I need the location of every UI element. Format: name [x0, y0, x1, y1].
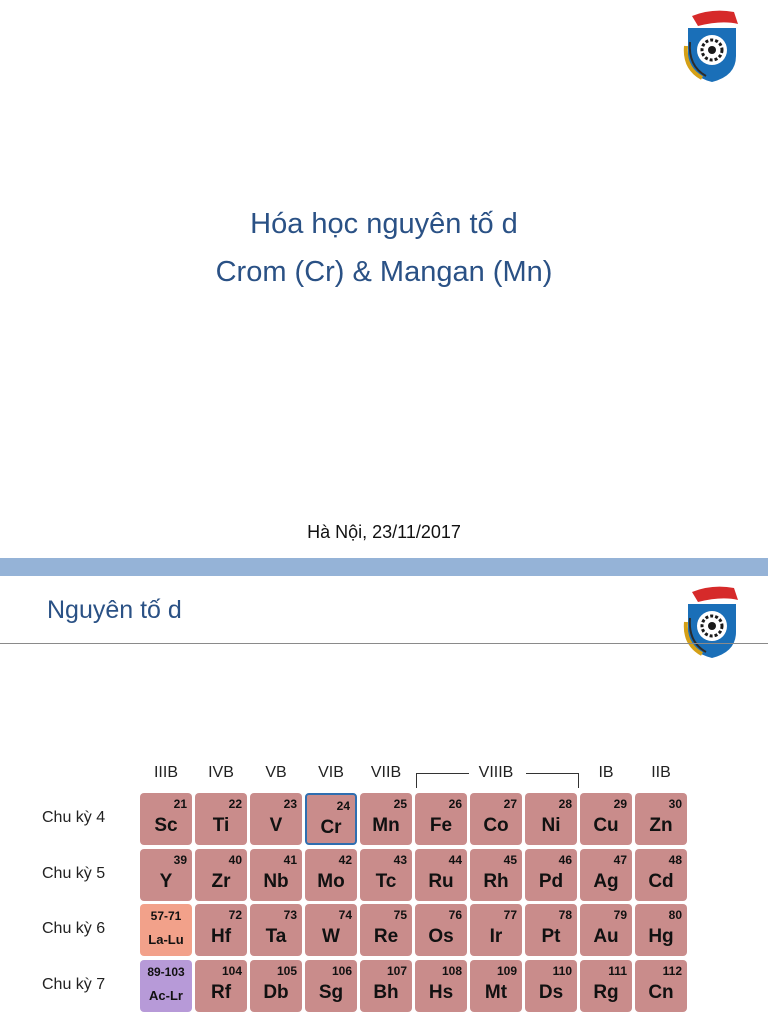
atomic-number: 24: [336, 799, 350, 813]
element-cell-hg: [635, 904, 687, 956]
element-cell-ac-lr: [140, 960, 192, 1012]
element-symbol: Os: [428, 926, 454, 947]
element-symbol: Ru: [428, 871, 454, 892]
element-cell-mo: [305, 849, 357, 901]
element-cell-cr: [305, 793, 357, 845]
title-block: [0, 200, 768, 296]
element-symbol: Ti: [212, 815, 230, 836]
element-cell-w: [305, 904, 357, 956]
element-cell-ds: [525, 960, 577, 1012]
element-symbol: Ag: [593, 871, 619, 892]
element-cell-sc: [140, 793, 192, 845]
element-cell-rg: [580, 960, 632, 1012]
element-cell-au: [580, 904, 632, 956]
period-label: Chu kỳ 5: [42, 865, 106, 882]
atomic-number: 22: [228, 797, 242, 811]
slide-heading: Nguyên tố d: [47, 596, 182, 624]
element-symbol: Hf: [210, 926, 232, 947]
atomic-number: 42: [338, 853, 352, 867]
element-symbol: Re: [373, 926, 399, 947]
element-cell-tc: [360, 849, 412, 901]
element-symbol: Hg: [648, 926, 674, 947]
element-symbol: Cr: [320, 817, 342, 838]
atomic-number: 106: [331, 964, 352, 978]
atomic-number: 28: [558, 797, 572, 811]
period-label: Chu kỳ 7: [42, 976, 106, 993]
element-cell-mn: [360, 793, 412, 845]
element-cell-fe: [415, 793, 467, 845]
atomic-number: 21: [173, 797, 187, 811]
atomic-number: 45: [503, 853, 517, 867]
element-cell-pt: [525, 904, 577, 956]
viiib-bracket-right: [526, 773, 579, 788]
element-cell-ir: [470, 904, 522, 956]
group-header-vb: VB: [265, 764, 287, 781]
element-symbol: Mo: [317, 871, 345, 892]
element-symbol: Rg: [593, 982, 619, 1003]
element-symbol: Nb: [263, 871, 289, 892]
atomic-number: 25: [393, 797, 407, 811]
element-cell-pd: [525, 849, 577, 901]
element-symbol: Ta: [265, 926, 287, 947]
element-cell-re: [360, 904, 412, 956]
atomic-number: 78: [558, 908, 572, 922]
element-symbol: Au: [593, 926, 619, 947]
element-cell-ni: [525, 793, 577, 845]
element-cell-ta: [250, 904, 302, 956]
element-symbol: W: [322, 926, 340, 947]
atomic-number: 74: [338, 908, 352, 922]
element-cell-hf: [195, 904, 247, 956]
element-symbol: Cd: [648, 871, 674, 892]
element-cell-rf: [195, 960, 247, 1012]
atomic-number: 39: [173, 853, 187, 867]
date-text: Hà Nội, 23/11/2017: [307, 522, 461, 542]
element-symbol: Fe: [429, 815, 453, 836]
atomic-number: 43: [393, 853, 407, 867]
element-symbol: Ni: [541, 815, 561, 836]
element-cell-co: [470, 793, 522, 845]
element-cell-os: [415, 904, 467, 956]
element-symbol: Hs: [428, 982, 454, 1003]
element-symbol: Bh: [373, 982, 399, 1003]
atomic-number: 30: [668, 797, 682, 811]
element-symbol: Y: [159, 871, 173, 892]
element-symbol: Ds: [538, 982, 564, 1003]
group-header-vib: VIB: [318, 764, 344, 781]
atomic-number: 23: [283, 797, 297, 811]
group-header-iib: IIB: [651, 764, 671, 781]
element-symbol: Sc: [154, 815, 178, 836]
group-header-ib: IB: [598, 764, 614, 781]
element-cell-ag: [580, 849, 632, 901]
element-cell-zn: [635, 793, 687, 845]
element-cell-db: [250, 960, 302, 1012]
element-cell-cn: [635, 960, 687, 1012]
atomic-number: 48: [668, 853, 682, 867]
element-symbol: Ir: [489, 926, 503, 947]
atomic-number: 47: [613, 853, 627, 867]
atomic-number: 110: [552, 964, 572, 978]
element-cell-bh: [360, 960, 412, 1012]
group-header-ivb: IVB: [208, 764, 234, 781]
atomic-number: 26: [448, 797, 462, 811]
atomic-number: 109: [496, 964, 517, 978]
university-logo-icon: [682, 582, 742, 660]
atomic-number: 104: [221, 964, 242, 978]
title-line-2: Crom (Cr) & Mangan (Mn): [215, 256, 553, 288]
atomic-number: 44: [448, 853, 462, 867]
element-cell-rh: [470, 849, 522, 901]
element-symbol: Rf: [210, 982, 232, 1003]
element-cell-ti: [195, 793, 247, 845]
title-line-1: Hóa học nguyên tố d: [250, 208, 518, 240]
group-header-viib: VIIB: [370, 764, 402, 781]
element-symbol: Zn: [649, 815, 673, 836]
element-cell-nb: [250, 849, 302, 901]
atomic-number: 111: [608, 964, 627, 978]
atomic-number: 108: [441, 964, 462, 978]
content-slide: [0, 576, 768, 1024]
element-cell-zr: [195, 849, 247, 901]
element-symbol: La-Lu: [148, 932, 184, 947]
atomic-number-range: 57-71: [150, 909, 182, 923]
university-logo-icon: [682, 6, 742, 84]
atomic-number: 76: [448, 908, 462, 922]
element-cell-v: [250, 793, 302, 845]
group-header-iiib: IIIB: [153, 764, 178, 781]
element-symbol: Pd: [538, 871, 564, 892]
element-symbol: V: [269, 815, 283, 836]
element-cell-hs: [415, 960, 467, 1012]
atomic-number: 75: [393, 908, 407, 922]
element-cell-cu: [580, 793, 632, 845]
element-symbol: Db: [263, 982, 289, 1003]
element-symbol: Tc: [375, 871, 397, 892]
element-symbol: Mt: [484, 982, 508, 1003]
element-symbol: Ac-Lr: [149, 988, 183, 1003]
atomic-number: 27: [503, 797, 517, 811]
slide-separator: [0, 558, 768, 576]
atomic-number: 77: [503, 908, 517, 922]
atomic-number: 46: [558, 853, 572, 867]
period-label: Chu kỳ 6: [42, 920, 106, 937]
atomic-number: 40: [228, 853, 242, 867]
element-cell-y: [140, 849, 192, 901]
element-cell-la-lu: [140, 904, 192, 956]
atomic-number: 107: [386, 964, 407, 978]
viiib-bracket-left: [416, 773, 469, 788]
element-cell-ru: [415, 849, 467, 901]
group-header-viiib: VIIIB: [478, 764, 514, 781]
atomic-number-range: 89-103: [147, 965, 185, 979]
element-symbol: Cn: [648, 982, 674, 1003]
atomic-number: 79: [613, 908, 627, 922]
atomic-number: 73: [283, 908, 297, 922]
heading-divider: [0, 643, 768, 644]
atomic-number: 29: [613, 797, 627, 811]
atomic-number: 41: [283, 853, 297, 867]
element-symbol: Pt: [541, 926, 561, 947]
element-symbol: Rh: [483, 871, 509, 892]
element-cell-cd: [635, 849, 687, 901]
element-symbol: Co: [483, 815, 509, 836]
element-cell-mt: [470, 960, 522, 1012]
atomic-number: 80: [668, 908, 682, 922]
element-symbol: Mn: [372, 815, 400, 836]
element-symbol: Zr: [211, 871, 231, 892]
atomic-number: 105: [276, 964, 297, 978]
element-symbol: Cu: [593, 815, 619, 836]
element-cell-sg: [305, 960, 357, 1012]
atomic-number: 112: [662, 964, 682, 978]
period-label: Chu kỳ 4: [42, 809, 106, 826]
atomic-number: 72: [228, 908, 242, 922]
element-symbol: Sg: [318, 982, 344, 1003]
